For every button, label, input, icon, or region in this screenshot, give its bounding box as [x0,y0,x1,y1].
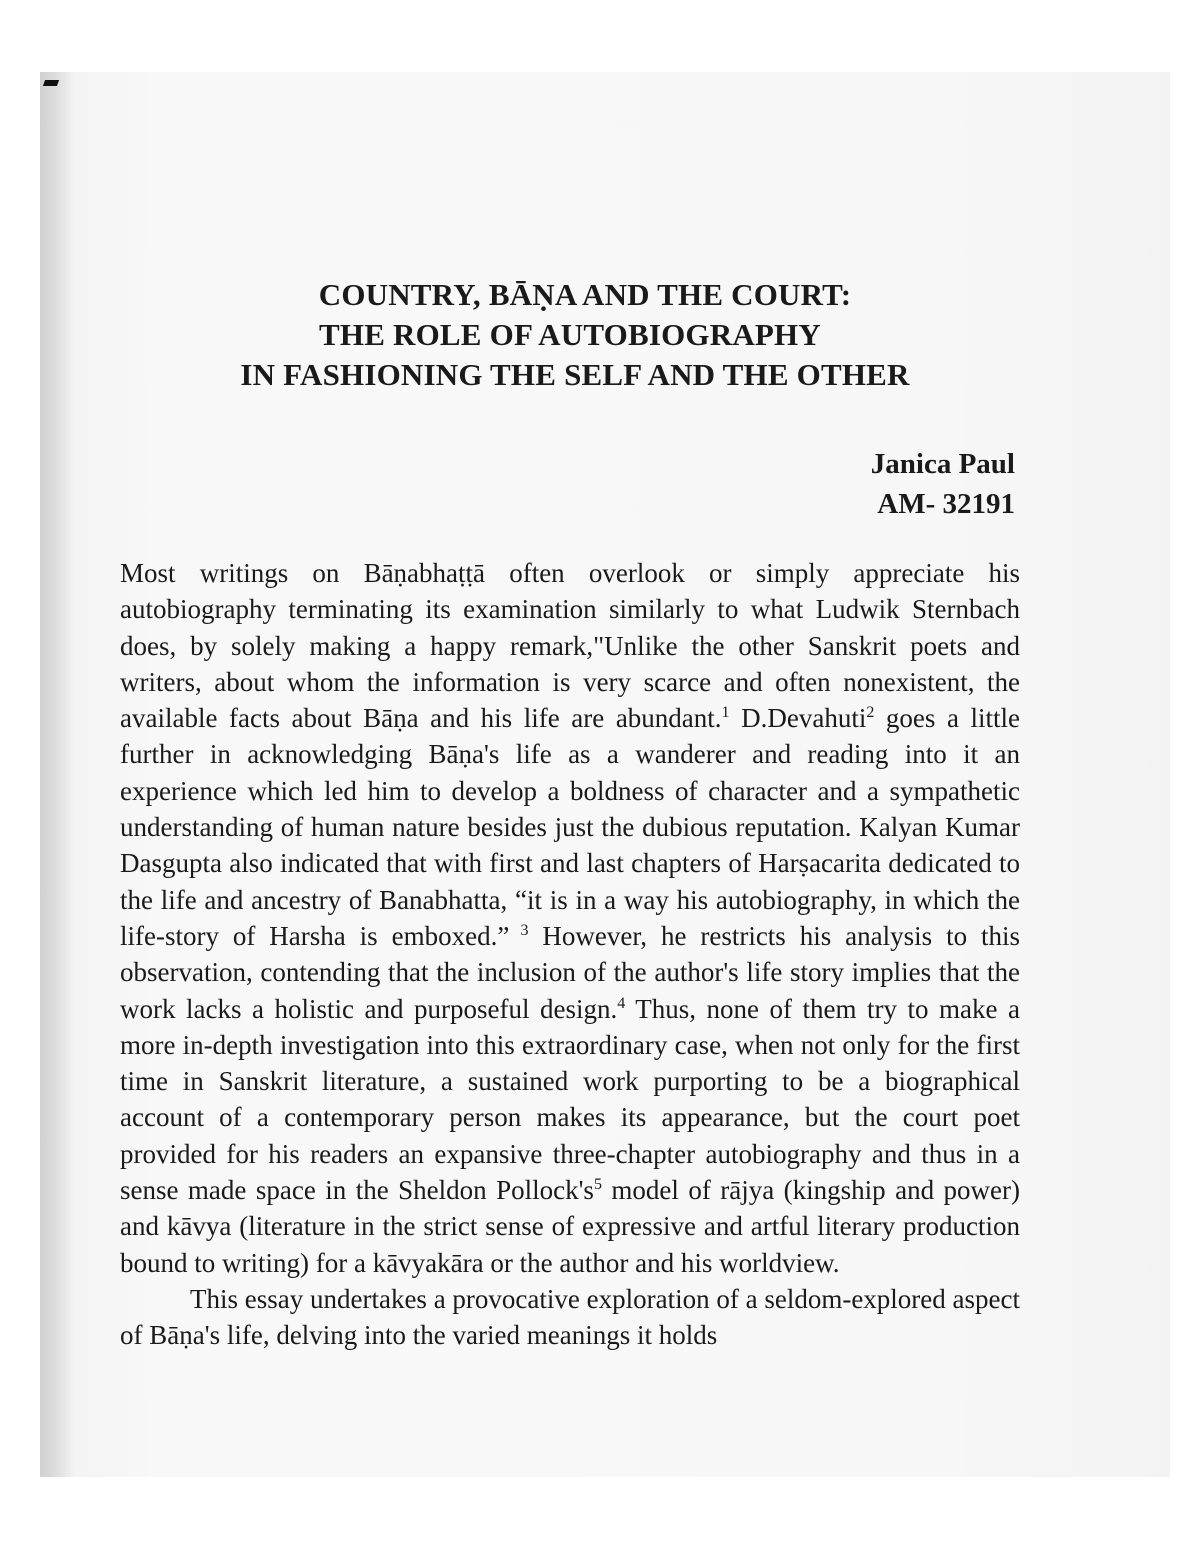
title-line-2: THE ROLE OF AUTOBIOGRAPHY [319,317,821,352]
author-block [871,444,1015,524]
binding-shadow [40,72,76,1477]
p1-text-6: model of rājya (kingship and power) and kāvya (literature in the strict sense of expressive and artful literary production bound to writing) for a kāvyakāra or the author and his worldview. [120,1175,1021,1278]
title-line-1: COUNTRY, BĀṆA AND THE COURT: [318,277,852,312]
article-body [120,555,1020,1354]
paragraph-2: This essay undertakes a provocative exploration of a seldom-explored aspect of Bāṇa's life, delving into the varied meanings it holds [120,1283,1020,1351]
footnote-ref-3: 3 [509,921,529,939]
p1-text-5: Thus, none of them try to make a more in-depth investigation into this extraordinary case, when not only for the first time in Sanskrit literature, a sustained work purporting to be a biographical account of a contemporary person makes its appearance, but the court poet provided for his readers an expansive three-chapter autobiography and thus in a sense made space in the Sheldon Pollock's [120,993,1021,1206]
footnote-ref-4: 4 [617,994,626,1012]
title-line-3: IN FASHIONING THE SELF AND THE OTHER [240,357,910,392]
p1-text-3: goes a little further in acknowledging Bāṇa's life as a wanderer and reading into it an experience which led him to develop a boldness of character and a sympathetic understanding of human nature besides just the dubious reputation. Kalyan Kumar Dasgupta also indicated that with first and last chapters of Harṣacarita dedicated to the life and ancestry of Banabhatta, “it is in a way his autobiography, in which the life-story of Harsha is emboxed.” [120,703,1021,951]
scan-corner-mark [43,80,59,86]
p1-text-4: However, he restricts his analysis to this observation, contending that the inclusion of the author's life story implies that the work lacks a holistic and purposeful design. [120,920,1020,1024]
p1-text-1: Most writings on Bāṇabhaṭṭā often overlook or simply appreciate his autobiography terminating its examination similarly to what Ludwik Sternbach does, by solely making a happy remark,"Unlike the other Sanskrit poets and writers, about whom the information is very scarce and often nonexistent, the available facts about Bāṇa and his life are abundant. [120,558,1020,734]
author-name: Janica Paul [870,448,1015,480]
paragraph-1 [120,555,1020,1281]
footnote-ref-5: 5 [593,1176,602,1194]
author-id: AM- 32191 [877,488,1015,520]
footnote-ref-2: 2 [866,704,875,722]
p1-text-2: D.Devahuti [729,703,867,734]
article-title [160,275,1020,395]
footnote-ref-1: 1 [721,704,730,722]
